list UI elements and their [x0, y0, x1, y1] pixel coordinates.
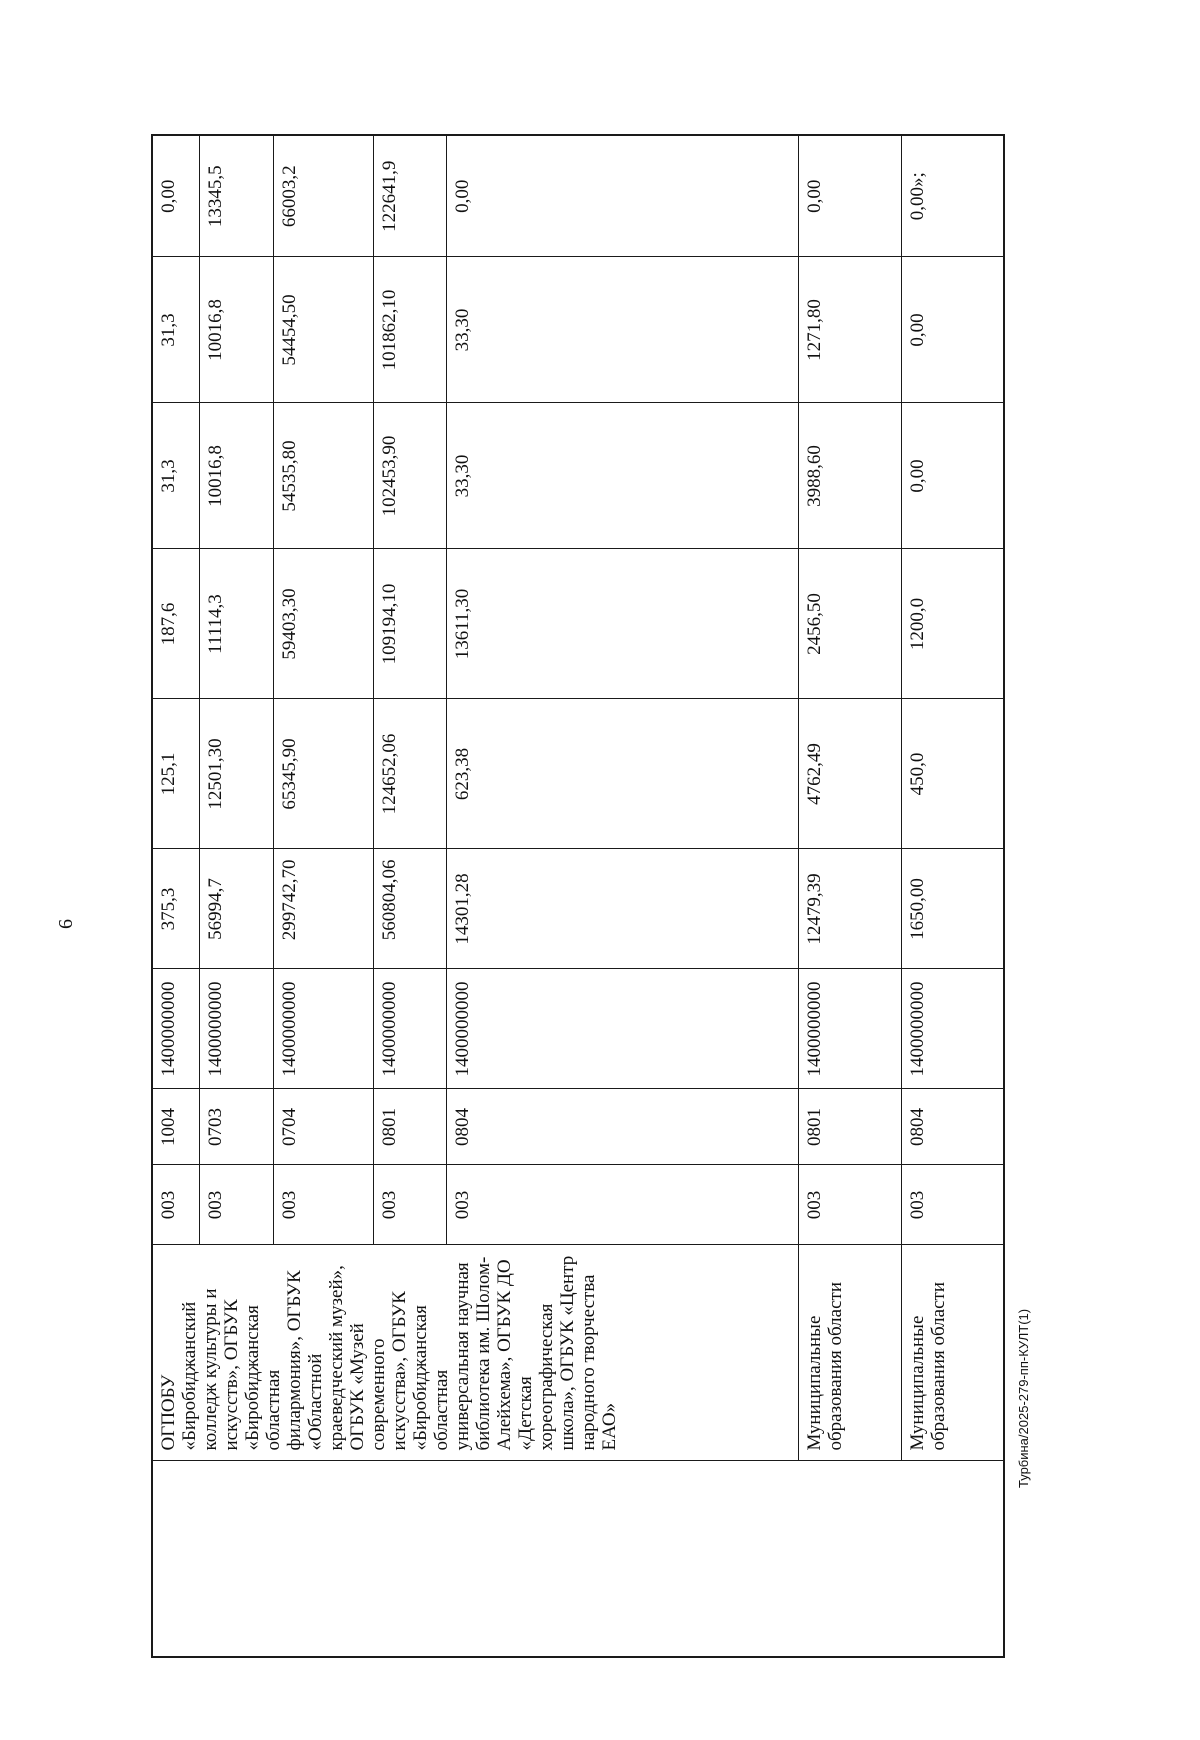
target-cell: 1400000000: [152, 969, 199, 1089]
section-cell: 0804: [447, 1089, 799, 1165]
value-cell: 4762,49: [799, 699, 902, 849]
value-cell: 187,6: [152, 549, 199, 699]
target-cell: 1400000000: [373, 969, 447, 1089]
value-cell: 3988,60: [799, 403, 902, 549]
grbs-cell: 003: [902, 1165, 1004, 1245]
value-cell: 66003,2: [273, 135, 373, 257]
grbs-cell: 003: [373, 1165, 447, 1245]
value-cell: 59403,30: [273, 549, 373, 699]
section-cell: 0804: [902, 1089, 1004, 1165]
value-cell: 14301,28: [447, 849, 799, 969]
value-cell: 56994,7: [199, 849, 273, 969]
section-cell: 0703: [199, 1089, 273, 1165]
value-cell: 125,1: [152, 699, 199, 849]
target-cell: 1400000000: [799, 969, 902, 1089]
value-cell: 450,0: [902, 699, 1004, 849]
table-row: [152, 135, 199, 1657]
grbs-cell: 003: [799, 1165, 902, 1245]
value-cell: 10016,8: [199, 257, 273, 403]
section-cell: 1004: [152, 1089, 199, 1165]
rotated-table-region: [151, 136, 1005, 1658]
document-footer-code: Турбина/2025-279-пп-КУЛТ(1): [1016, 1308, 1031, 1488]
value-cell: 12479,39: [799, 849, 902, 969]
empty-left-cell: [152, 1461, 1004, 1657]
value-cell: 11114,3: [199, 549, 273, 699]
value-cell: 122641,9: [373, 135, 447, 257]
value-cell: 102453,90: [373, 403, 447, 549]
value-cell: 65345,90: [273, 699, 373, 849]
target-cell: 1400000000: [273, 969, 373, 1089]
value-cell: 1650,00: [902, 849, 1004, 969]
value-cell: 0,00: [902, 403, 1004, 549]
value-cell: 1200,0: [902, 549, 1004, 699]
grbs-cell: 003: [447, 1165, 799, 1245]
value-cell: 54454,50: [273, 257, 373, 403]
value-cell: 560804,06: [373, 849, 447, 969]
value-cell: 10016,8: [199, 403, 273, 549]
grbs-cell: 003: [273, 1165, 373, 1245]
rotated-table-container: [151, 136, 1005, 1658]
recipients-cell: ОГПОБУ «Биробиджанский колледж культуры и искусств», ОГБУК «Биробиджанская областная филармония», ОГБУК «Областной краеведческий музей», ОГБУК «Музей современного искусства», ОГБУК «Биробиджанская областная универсальная научная библиотека им. Шолом-Алейхема», ОГБУК ДО «Детская хореографическая школа», ОГБУК «Центр народного творчества ЕАО»: [152, 1245, 799, 1461]
value-cell: 33,30: [447, 257, 799, 403]
page-number: 6: [55, 919, 77, 929]
target-cell: 1400000000: [447, 969, 799, 1089]
value-cell: 299742,70: [273, 849, 373, 969]
section-cell: 0801: [373, 1089, 447, 1165]
value-cell: 13345,5: [199, 135, 273, 257]
value-cell: 623,38: [447, 699, 799, 849]
value-cell: 1271,80: [799, 257, 902, 403]
value-cell: 12501,30: [199, 699, 273, 849]
value-cell: 0,00»;: [902, 135, 1004, 257]
recipients-cell: Муниципальные образования области: [902, 1245, 1004, 1461]
value-cell: 31,3: [152, 403, 199, 549]
target-cell: 1400000000: [902, 969, 1004, 1089]
value-cell: 0,00: [152, 135, 199, 257]
table-row: [902, 135, 1004, 1657]
budget-table: [151, 134, 1005, 1658]
value-cell: 375,3: [152, 849, 199, 969]
value-cell: 0,00: [799, 135, 902, 257]
target-cell: 1400000000: [199, 969, 273, 1089]
section-cell: 0704: [273, 1089, 373, 1165]
value-cell: 13611,30: [447, 549, 799, 699]
value-cell: 54535,80: [273, 403, 373, 549]
value-cell: 101862,10: [373, 257, 447, 403]
section-cell: 0801: [799, 1089, 902, 1165]
table-row: [799, 135, 902, 1657]
value-cell: 0,00: [902, 257, 1004, 403]
value-cell: 33,30: [447, 403, 799, 549]
value-cell: 31,3: [152, 257, 199, 403]
value-cell: 109194,10: [373, 549, 447, 699]
grbs-cell: 003: [152, 1165, 199, 1245]
value-cell: 0,00: [447, 135, 799, 257]
value-cell: 2456,50: [799, 549, 902, 699]
recipients-cell: Муниципальные образования области: [799, 1245, 902, 1461]
value-cell: 124652,06: [373, 699, 447, 849]
grbs-cell: 003: [199, 1165, 273, 1245]
